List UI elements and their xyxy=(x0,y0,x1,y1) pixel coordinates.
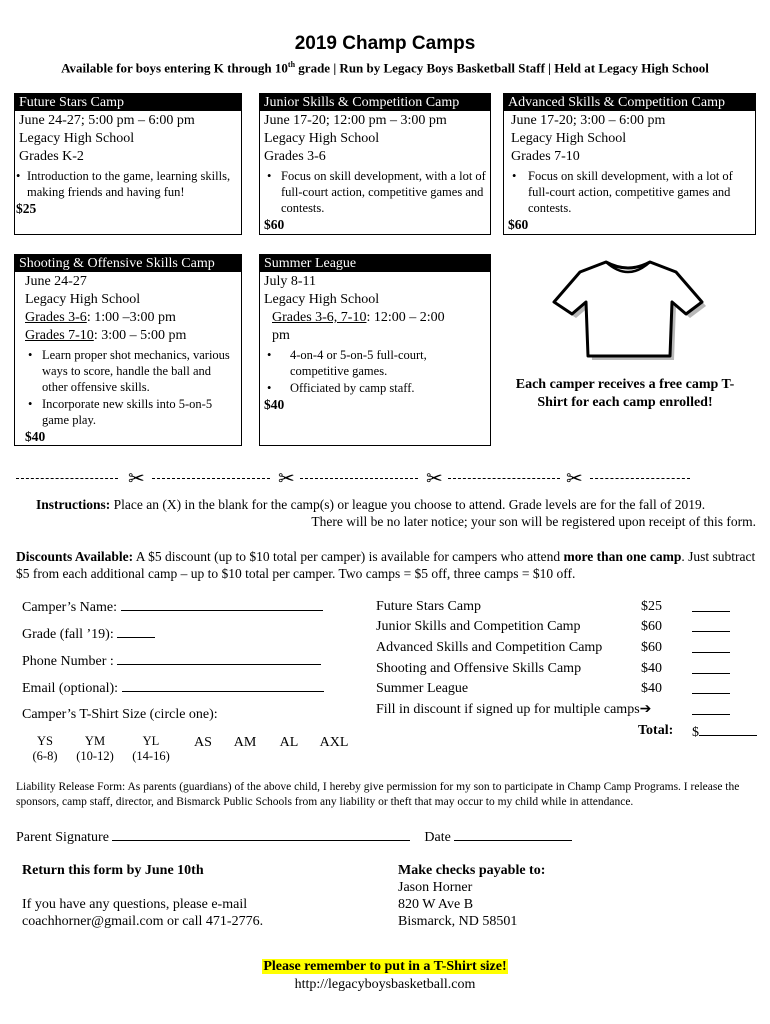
discounts-emphasis: more than one camp xyxy=(563,549,682,564)
camp-location: Legacy High School xyxy=(511,131,627,146)
size-option-yl[interactable] xyxy=(126,734,176,764)
camp-title: Future Stars Camp xyxy=(15,94,241,111)
cut-dash xyxy=(300,478,418,479)
bullet-item xyxy=(25,396,237,428)
grade-label: Grade (fall ’19): xyxy=(22,627,118,642)
total-label: Total: xyxy=(638,723,674,738)
bullet-item xyxy=(264,347,486,379)
bullet-icon: • xyxy=(267,381,272,395)
total-field[interactable] xyxy=(692,722,762,742)
discount-text: Fill in discount if signed up for multiple camps xyxy=(376,702,640,717)
camp-box-future-stars xyxy=(14,93,242,235)
camp-bullets xyxy=(16,168,237,200)
size-range: (14-16) xyxy=(132,749,170,763)
camp-price: $40 xyxy=(25,429,46,444)
grade-field[interactable] xyxy=(117,625,155,638)
discount-blank[interactable] xyxy=(692,714,730,715)
grades-label: Grades 7-10 xyxy=(25,328,94,343)
page-subtitle xyxy=(0,60,770,77)
scissors-icon: ✂ xyxy=(278,468,295,490)
bullet-icon: • xyxy=(267,348,272,362)
order-row-advanced-skills xyxy=(376,639,762,659)
cut-line xyxy=(16,468,756,492)
size-option-as[interactable] xyxy=(188,735,218,750)
scissors-icon: ✂ xyxy=(128,468,145,490)
t-shirt-icon xyxy=(548,252,708,362)
size-code: AXL xyxy=(319,735,349,750)
order-camp-name: Junior Skills and Competition Camp xyxy=(376,619,581,634)
order-select-blank[interactable] xyxy=(692,631,730,632)
payable-name: Jason Horner xyxy=(398,880,473,895)
camp-box-summer-league xyxy=(259,254,491,446)
order-camp-name: Future Stars Camp xyxy=(376,599,481,614)
order-camp-price: $60 xyxy=(641,619,662,634)
order-row-summer-league xyxy=(376,680,762,700)
camp-grades-time-cont: pm xyxy=(272,328,290,343)
shirt-size-label: Camper’s T-Shirt Size (circle one): xyxy=(22,707,218,722)
website-link[interactable]: http://legacyboysbasketball.com xyxy=(294,977,476,992)
bullet-item xyxy=(264,380,486,396)
order-select-blank[interactable] xyxy=(692,693,730,694)
order-camp-price: $25 xyxy=(641,599,662,614)
discounts-text-2: . Just subtract $5 from each additional camp – up to $10 total per camper. Two camps = $5 off, three camps = $10 off. xyxy=(16,549,756,581)
order-row-shooting xyxy=(376,660,762,680)
bullet-text: Incorporate new skills into 5-on-5 game play. xyxy=(42,397,213,427)
bullet-text: 4-on-4 or 5-on-5 full-court, competitive games. xyxy=(290,348,427,378)
camp-location: Legacy High School xyxy=(19,131,135,146)
camper-name-row xyxy=(22,598,362,625)
camp-price: $25 xyxy=(16,201,37,216)
camp-grades: Grades K-2 xyxy=(19,149,84,164)
camp-box-advanced-skills xyxy=(503,93,756,235)
camp-grades: Grades 3-6 xyxy=(264,149,326,164)
camp-bullets xyxy=(25,347,237,428)
bullet-item xyxy=(25,347,237,395)
t-shirt-drawing xyxy=(548,252,708,362)
liability-release: Liability Release Form: As parents (guardians) of the above child, I hereby give permission for my son to participate in Champ Camp Programs. I release the sponsors, camp staff, director, and Bismarck Public Schools from any liability or theft that may occur to my child while in attendance. xyxy=(16,781,740,808)
camp-grades: Grades 7-10 xyxy=(511,149,580,164)
order-camp-price: $60 xyxy=(641,640,662,655)
camp-bullets xyxy=(264,347,486,396)
order-camp-name: Summer League xyxy=(376,681,469,696)
grades-time: : 3:00 – 5:00 pm xyxy=(93,328,187,343)
size-option-am[interactable] xyxy=(230,735,260,750)
discounts xyxy=(16,548,756,582)
bullet-icon: • xyxy=(16,169,21,183)
camp-grades-1 xyxy=(25,309,237,327)
camp-date-time: June 17-20; 3:00 – 6:00 pm xyxy=(511,113,666,128)
camp-bullets xyxy=(264,168,486,216)
date-label: Date xyxy=(424,830,455,845)
bullet-item xyxy=(264,168,486,216)
phone-label: Phone Number : xyxy=(22,654,118,669)
camper-name-field[interactable] xyxy=(121,598,323,611)
instructions xyxy=(36,496,756,530)
bullet-text: Officiated by camp staff. xyxy=(290,381,415,395)
shirt-size-options xyxy=(22,734,362,770)
size-code: AM xyxy=(233,735,257,750)
camp-bullets xyxy=(508,168,751,216)
camp-location: Legacy High School xyxy=(264,131,380,146)
order-row-discount xyxy=(376,701,762,721)
email-label: Email (optional): xyxy=(22,681,122,696)
camp-grades-2 xyxy=(25,327,237,345)
size-code: AL xyxy=(279,735,299,750)
camper-info-section xyxy=(22,598,362,733)
grades-time: : 1:00 –3:00 pm xyxy=(86,310,176,325)
camp-location: Legacy High School xyxy=(264,292,380,307)
size-option-axl[interactable] xyxy=(316,735,352,750)
cut-dash xyxy=(448,478,560,479)
bullet-icon: • xyxy=(267,169,272,183)
cut-dash xyxy=(152,478,270,479)
instructions-line-1 xyxy=(36,496,756,513)
grade-row xyxy=(22,625,362,652)
reminder-text: Please remember to put in a T-Shirt size! xyxy=(263,959,507,974)
size-code: YL xyxy=(142,734,160,748)
instructions-line-2: There will be no later notice; your son will be registered upon receipt of this form. xyxy=(311,514,756,529)
order-select-blank[interactable] xyxy=(692,673,730,674)
discounts-label: Discounts Available: xyxy=(16,549,134,564)
order-camp-price: $40 xyxy=(641,681,662,696)
parent-signature-field[interactable] xyxy=(112,828,410,841)
bullet-icon: • xyxy=(512,169,517,183)
scissors-icon: ✂ xyxy=(426,468,443,490)
instructions-label: Instructions: xyxy=(36,497,111,512)
instructions-text: Place an (X) in the blank for the camp(s) or league you choose to attend. Grade levels are for the fall of 2019. xyxy=(110,497,706,512)
order-row-future-stars xyxy=(376,598,762,618)
camp-title: Shooting & Offensive Skills Camp xyxy=(15,255,241,272)
bullet-text: Focus on skill development, with a lot of full-court action, competitive games and contests. xyxy=(528,169,733,215)
bullet-text: Learn proper shot mechanics, various ways to score, handle the ball and other offensive skills. xyxy=(42,348,230,394)
camp-title: Advanced Skills & Competition Camp xyxy=(504,94,755,111)
return-info xyxy=(22,862,352,930)
date-field[interactable] xyxy=(454,828,572,841)
order-select-blank[interactable] xyxy=(692,611,730,612)
bullet-item xyxy=(16,168,237,200)
payable-street: 820 W Ave B xyxy=(398,897,474,912)
payable-city: Bismarck, ND 58501 xyxy=(398,914,518,929)
camp-date-time: June 24-27; 5:00 pm – 6:00 pm xyxy=(19,113,195,128)
camp-price: $60 xyxy=(508,217,529,232)
size-option-ys[interactable] xyxy=(28,734,62,764)
total-line xyxy=(699,722,757,736)
grades-label: Grades 3-6 xyxy=(25,310,87,325)
order-select-blank[interactable] xyxy=(692,652,730,653)
camper-name-label: Camper’s Name: xyxy=(22,600,121,615)
questions-line: coachhorner@gmail.com or call 471-2776. xyxy=(22,914,264,929)
questions-line: If you have any questions, please e-mail xyxy=(22,897,248,912)
size-option-al[interactable] xyxy=(276,735,302,750)
phone-row xyxy=(22,652,362,679)
camp-date: July 8-11 xyxy=(264,274,316,289)
subtitle-text-2: grade | Run by Legacy Boys Basketball Staff | Held at Legacy High School xyxy=(295,60,709,76)
cut-dash xyxy=(590,478,690,479)
payable-label: Make checks payable to: xyxy=(398,863,546,878)
size-code: YS xyxy=(37,734,53,748)
bullet-text: Focus on skill development, with a lot of full-court action, competitive games and contests. xyxy=(281,169,486,215)
camp-location: Legacy High School xyxy=(25,292,141,307)
camp-price: $60 xyxy=(264,217,285,232)
scissors-icon: ✂ xyxy=(566,468,583,490)
order-discount-label xyxy=(376,701,651,719)
size-range: (10-12) xyxy=(76,749,114,763)
size-code: YM xyxy=(84,734,106,748)
caption-line: Each camper receives a free camp T- xyxy=(515,377,735,392)
parent-signature-label: Parent Signature xyxy=(16,830,113,845)
page-title: 2019 Champ Camps xyxy=(294,33,476,54)
discounts-text: A $5 discount (up to $10 total per camper) is available for campers who attend xyxy=(133,549,564,564)
size-option-ym[interactable] xyxy=(72,734,118,764)
size-range: (6-8) xyxy=(32,749,58,763)
camp-date-time: June 17-20; 12:00 pm – 3:00 pm xyxy=(264,113,447,128)
camp-date: June 24-27 xyxy=(25,274,87,289)
grades-time: : 12:00 – 2:00 xyxy=(366,310,445,325)
camp-box-junior-skills xyxy=(259,93,491,235)
order-camp-name: Advanced Skills and Competition Camp xyxy=(376,640,603,655)
cut-dash xyxy=(16,478,118,479)
camp-box-shooting xyxy=(14,254,242,446)
email-field[interactable] xyxy=(122,679,324,692)
total-currency: $ xyxy=(692,725,699,740)
order-camp-name: Shooting and Offensive Skills Camp xyxy=(376,661,582,676)
signature-row xyxy=(16,828,756,847)
camp-grades xyxy=(264,309,486,327)
payable-info xyxy=(398,862,698,930)
shirt-size-reminder xyxy=(0,958,770,976)
bullet-item xyxy=(508,168,751,216)
size-code: AS xyxy=(194,735,212,750)
arrow-right-icon: ➔ xyxy=(639,702,652,717)
camp-title: Summer League xyxy=(260,255,490,272)
return-deadline: Return this form by June 10th xyxy=(22,863,204,878)
phone-field[interactable] xyxy=(117,652,321,665)
caption-line: Shirt for each camp enrolled! xyxy=(537,395,713,410)
subtitle-sup: th xyxy=(287,60,296,69)
grades-label: Grades 3-6, 7-10 xyxy=(272,310,367,325)
email-row xyxy=(22,679,362,706)
bullet-icon: • xyxy=(28,397,33,411)
camp-title: Junior Skills & Competition Camp xyxy=(260,94,490,111)
t-shirt-caption xyxy=(500,376,750,412)
camp-price: $40 xyxy=(264,397,285,412)
order-camp-price: $40 xyxy=(641,661,662,676)
subtitle-text: Available for boys entering K through 10 xyxy=(61,60,288,76)
bullet-icon: • xyxy=(28,348,33,362)
bullet-text: Introduction to the game, learning skills, making friends and having fun! xyxy=(27,169,231,199)
order-row-junior-skills xyxy=(376,618,762,638)
